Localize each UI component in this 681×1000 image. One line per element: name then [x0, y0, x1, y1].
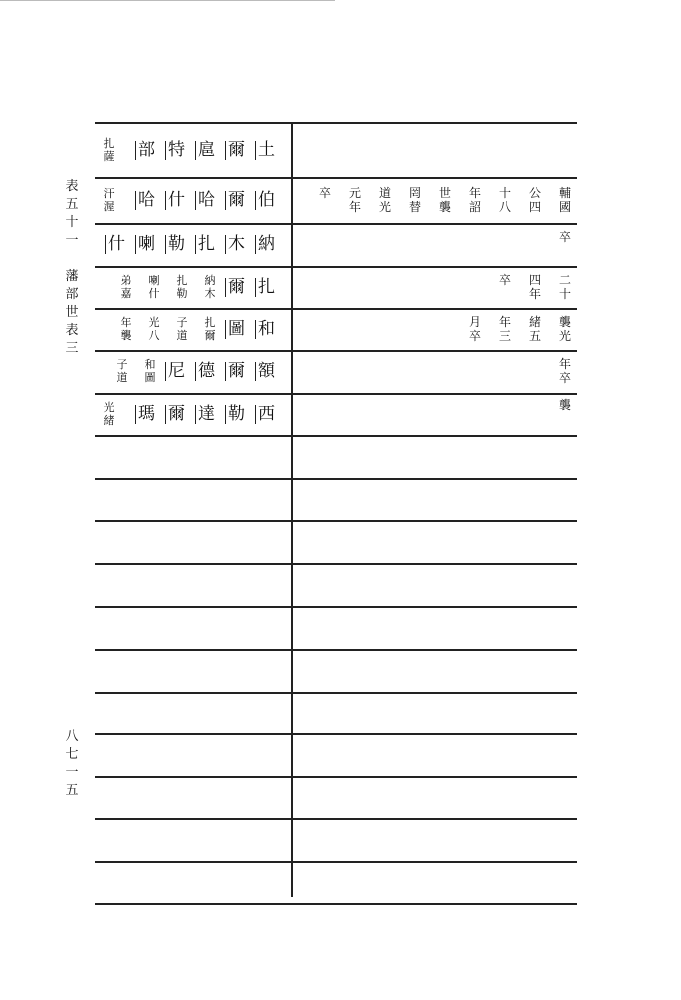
note-column: 年 卒: [558, 357, 571, 385]
note-column: 十 八: [498, 186, 511, 214]
side-char: 八: [65, 729, 79, 744]
name-char: 喇: [132, 232, 158, 256]
side-char: 藩: [65, 269, 79, 284]
row-rule: [95, 692, 577, 694]
note-column: 二 十: [558, 273, 571, 301]
note-column: 輔 國: [558, 186, 571, 214]
name-subnote: 子 道: [116, 358, 128, 384]
side-char: 七: [65, 747, 79, 762]
name-subnote: 光 八: [148, 316, 160, 342]
row-rule: [95, 818, 577, 820]
note-column: 世 襲: [438, 186, 451, 214]
side-char: 一: [65, 233, 79, 248]
name-subnote: 扎 爾: [204, 316, 216, 342]
name-char: 勒: [162, 232, 188, 256]
note-column: 襲 光: [558, 315, 571, 343]
name-char: 爾: [222, 138, 248, 162]
side-char: [63, 250, 81, 268]
name-char: 土: [252, 138, 278, 162]
name-char: 圖: [222, 317, 248, 341]
name-char: 什: [162, 188, 188, 212]
note-column: 襲: [558, 398, 571, 412]
side-char: 五: [65, 197, 79, 212]
name-char: 德: [192, 359, 218, 383]
note-column: 卒: [498, 273, 511, 287]
note-column: 公 四: [528, 186, 541, 214]
name-subnote: 子 道: [176, 316, 188, 342]
name-char: 爾: [222, 359, 248, 383]
note-column: 罔 替: [408, 186, 421, 214]
side-char: 五: [65, 783, 79, 798]
note-column: 四 年: [528, 273, 541, 301]
row-rule: [95, 350, 577, 352]
side-char: 一: [65, 765, 79, 780]
name-char: 達: [192, 402, 218, 426]
side-label-title: [63, 178, 81, 358]
row-rule: [95, 478, 577, 480]
name-char: 爾: [222, 188, 248, 212]
name-char: 爾: [162, 402, 188, 426]
row-rule: [95, 861, 577, 863]
top-rule: [0, 0, 335, 1]
note-column: 道 光: [378, 186, 391, 214]
row-rule: [95, 606, 577, 608]
name-char: 勒: [222, 402, 248, 426]
row-rule: [95, 733, 577, 735]
row-rule: [95, 903, 577, 905]
note-column: 緒 五: [528, 315, 541, 343]
note-column: 月 卒: [468, 315, 481, 343]
name-char: 什: [102, 232, 128, 256]
name-subnote: 納 木: [204, 274, 216, 300]
name-char: 額: [252, 359, 278, 383]
name-char: 哈: [132, 188, 158, 212]
side-char: 部: [65, 287, 79, 302]
name-char: 爾: [222, 275, 248, 299]
row-rule: [95, 308, 577, 310]
name-subnote: 扎 薩: [103, 137, 115, 163]
name-char: 瑪: [132, 402, 158, 426]
row-rule: [95, 776, 577, 778]
side-char: 表: [65, 179, 79, 194]
name-subnote: 光 緒: [103, 401, 115, 427]
side-char: 三: [65, 341, 79, 356]
note-column: 年 詔: [468, 186, 481, 214]
name-char: 西: [252, 402, 278, 426]
note-column: 卒: [558, 230, 571, 244]
row-rule: [95, 563, 577, 565]
name-subnote: 和 圖: [144, 358, 156, 384]
note-column: 元 年: [348, 186, 361, 214]
note-column: 年 三: [498, 315, 511, 343]
row-rule: [95, 223, 577, 225]
note-column: 卒: [318, 186, 331, 200]
row-rule: [95, 435, 577, 437]
name-subnote: 年 襲: [120, 316, 132, 342]
side-label-page-number: [63, 728, 81, 800]
row-rule: [95, 649, 577, 651]
name-char: 扈: [192, 138, 218, 162]
name-char: 部: [132, 138, 158, 162]
side-char: 十: [65, 215, 79, 230]
name-char: 伯: [252, 188, 278, 212]
row-rule: [95, 122, 577, 124]
side-char: 世: [65, 305, 79, 320]
name-char: 和: [252, 317, 278, 341]
name-char: 扎: [252, 275, 278, 299]
row-rule: [95, 177, 577, 179]
column-divider: [291, 122, 293, 897]
row-rule: [95, 266, 577, 268]
row-rule: [95, 393, 577, 395]
name-char: 尼: [162, 359, 188, 383]
side-char: 表: [65, 323, 79, 338]
name-char: 哈: [192, 188, 218, 212]
name-char: 扎: [192, 232, 218, 256]
name-subnote: 喇 什: [148, 274, 160, 300]
row-rule: [95, 520, 577, 522]
name-char: 納: [252, 232, 278, 256]
name-char: 特: [162, 138, 188, 162]
name-char: 木: [222, 232, 248, 256]
name-subnote: 扎 勒: [176, 274, 188, 300]
name-subnote: 弟 嘉: [120, 274, 132, 300]
name-subnote: 汗 渥: [103, 187, 115, 213]
